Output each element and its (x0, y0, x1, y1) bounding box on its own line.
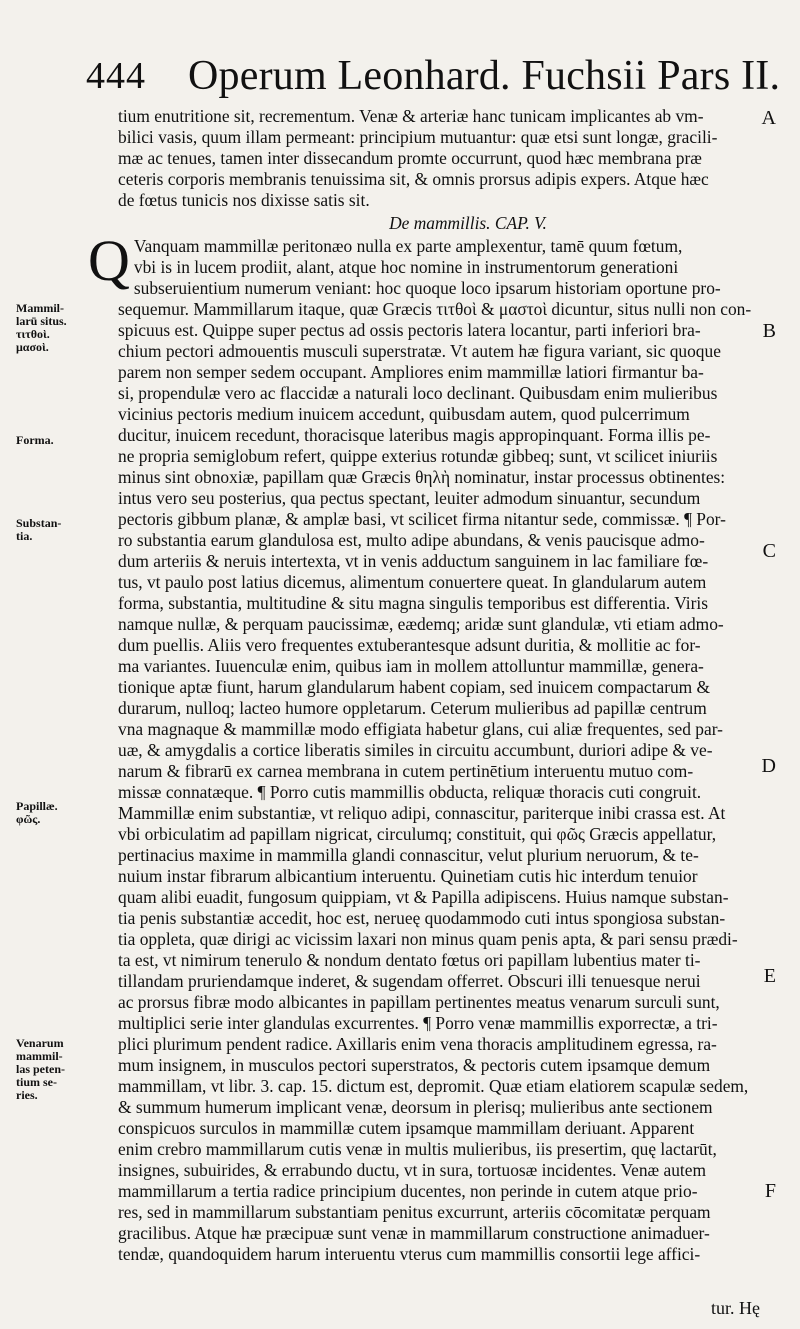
margin-note-forma (16, 434, 90, 447)
text-line: chium pectori admouentis musculi superstratæ. Vt autem hæ figura variant, sic quoque (118, 341, 721, 361)
text-line: parem non semper sedem occupant. Ampliores enim mammillæ latiori firmantur ba- (118, 362, 704, 382)
main-text-block (88, 106, 758, 1265)
text-line: ma variantes. Iuuenculæ enim, quibus iam in mollem attolluntur mammillæ, genera- (118, 656, 704, 676)
margin-note-line: τιτθοὶ. (16, 327, 50, 341)
margin-note-line: μασοὶ. (16, 340, 49, 354)
margin-note-line: Substan- (16, 516, 62, 530)
margin-note-substantia (16, 517, 90, 543)
text-line: mammillarum a tertia radice principium ducentes, non perinde in cutem atque prio- (118, 1181, 698, 1201)
running-header: Operum Leonhard. Fuchsii Pars II. (188, 53, 781, 99)
catchword-line: tur. Hę (711, 1298, 760, 1318)
text-line: de fœtus tunicis nos dixisse satis sit. (118, 190, 370, 210)
section-letter-b: B (762, 320, 776, 342)
text-line: mammillam, vt libr. 3. cap. 15. dictum est, depromit. Quæ etiam elatiorem scapulæ sedem, (118, 1076, 749, 1096)
section-letter-f: F (764, 1180, 776, 1202)
text-line: Vanquam mammillæ peritonæo nulla ex parte amplexentur, tamē quum fœtum, (133, 236, 683, 256)
text-line: vbi orbiculatim ad papillam nigricat, circulumq; constituit, qui φῶς Græcis appellatur, (118, 824, 717, 844)
text-line: enim crebro mammillarum cutis venæ in multis mulieribus, iis presertim, quę lactarūt, (118, 1139, 717, 1159)
text-line: dum puellis. Aliis vero frequentes extuberantesque adsunt duritia, & mollitie ac for- (118, 635, 701, 655)
page-number: 444 (86, 55, 146, 97)
text-line: quam alibi euadit, fungosum quippiam, vt & Papilla adipiscens. Huius namque substan- (118, 887, 729, 907)
text-line: missæ connatæque. ¶ Porro cutis mammillis obducta, reliquæ thoracis cuti congruit. (118, 782, 702, 802)
margin-note-line: las peten- (16, 1062, 65, 1076)
text-line: intus vero seu posterius, qua pectus spectant, leuiter admodum sinuantur, secundum (118, 488, 701, 508)
text-line: insignes, subuirides, & errabundo ductu, vt in sura, tortuosæ incidentes. Venæ autem (118, 1160, 706, 1180)
text-line: gracilibus. Atque hæ præcipuæ sunt venæ in mammillarum constructione animaduer- (118, 1223, 710, 1243)
text-line: spicuus est. Quippe super pectus ad ossis pectoris latera locantur, parti inferiori bra- (118, 320, 701, 340)
text-line: vbi is in lucem prodiit, alant, atque hoc nomine in instrumentorum generationi (133, 257, 679, 277)
text-line: Mammillæ enim substantiæ, vt reliquo adipi, connascitur, pariterque inibi crassa est. At (118, 803, 726, 823)
section-letter-c: C (762, 540, 776, 562)
text-line: tendæ, quandoquidem harum interuentu vterus cum mammillis consortii lege affici- (118, 1244, 701, 1264)
text-before-chapter (118, 106, 758, 211)
text-line: multiplici serie inter glandulas excurrentes. ¶ Porro venæ mammillis exporrectæ, a tri- (118, 1013, 718, 1033)
text-line: ro substantia earum glandulosa est, multo adipe abundans, & venis paucisque admo- (118, 530, 705, 550)
text-line: & summum humerum implicant venæ, deorsum in plerisq; mulieribus ante sectionem (118, 1097, 713, 1117)
text-line: ducitur, inuicem recedunt, thoracisque lateribus magis appropinquant. Forma illis pe- (118, 425, 711, 445)
margin-note-papillae (16, 800, 90, 826)
text-line: subseruientium numerum veniant: hoc quoque loco ipsarum historiam oportune pro- (133, 278, 721, 298)
text-line: dum arteriis & neruis intertexta, vt in venis adductum sanguinem in lac familiare fœ- (118, 551, 709, 571)
text-line: ta est, vt nimirum tenerulo & nondum dentato fœtus ori papillam lubentius mater ti- (118, 950, 701, 970)
chapter-heading: De mammillis. CAP. V. (389, 213, 547, 233)
text-line: plici plurimum pendent radice. Axillaris enim vena thoracis amplitudinem egressa, ra- (118, 1034, 717, 1054)
text-line: bilici vasis, quum illam permeant: principium mutuantur: quæ etsi sunt longæ, gracili- (118, 127, 718, 147)
margin-note-line: Forma. (16, 433, 54, 447)
margin-note-mammillarum-situs (16, 302, 90, 354)
chapter-text (88, 228, 758, 1265)
text-line: tionique aptæ fiunt, harum glandularum habent copiam, sed inuicem compactarum & (118, 677, 711, 697)
text-line: tus, vt paulo post latius dicemus, alimentum conuertere queat. In glandularum autem (118, 572, 707, 592)
text-line: pertinacius maxime in mammilla glandi connascitur, velut plurium neruorum, & te- (118, 845, 699, 865)
text-line: forma, substantia, multitudine & situ magna singulis temporibus est differentia. Viris (118, 593, 708, 613)
margin-note-line: tia. (16, 529, 33, 543)
text-line: tium enutritione sit, recrementum. Venæ & arteriæ hanc tunicam implicantes ab vm- (118, 106, 704, 126)
drop-capital: Q (88, 228, 130, 293)
text-line: ne propria semiglobum refert, quippe exterius rotundæ gibbeq; sunt, vt scilicet iniuriis (118, 446, 718, 466)
text-line: si, propendulæ vero ac flaccidæ a naturali loco declinant. Quibusdam enim mulieribus (118, 383, 718, 403)
margin-note-line: larū situs. (16, 314, 67, 328)
text-line: tia oppleta, quæ dirigi ac vicissim laxari non minus quam penis apta, & pari sensu prædi- (118, 929, 738, 949)
margin-note-line: φῶς. (16, 812, 41, 826)
text-line: vicinius pectoris medium inuicem accedunt, quibusdam autem, quod pulcerrimum (118, 404, 690, 424)
text-line: ac prorsus fibræ modo albicantes in papillam pertinentes meatus venarum surculi sunt, (118, 992, 720, 1012)
text-line: res, sed in mammillarum substantiam penitus excurrunt, arteriis cōcomitatæ perquam (118, 1202, 711, 1222)
section-letter-a: A (761, 107, 776, 129)
margin-note-line: ries. (16, 1088, 38, 1102)
text-line: narum & fibrarū ex carnea membrana in cutem pertinētium interuentu mutuo com- (118, 761, 694, 781)
section-letter-e: E (763, 965, 776, 987)
text-line: mæ ac tenues, tamen inter dissecandum promte occurrunt, quod hæc membrana præ (118, 148, 702, 168)
text-line: minus sint obnoxiæ, papillam quæ Græcis θηλὴ nominatur, instar processus obtinentes: (118, 467, 726, 487)
text-line: durarum, nulloq; lacteo humore oppletarum. Ceterum mulieribus ad papillæ centrum (118, 698, 707, 718)
text-line: tillandam pruriendamque inderet, & sugendam offerret. Obscuri illi tenuesque nerui (118, 971, 701, 991)
text-line: uæ, & amygdalis a cortice liberatis similes in circuitu accumbunt, duriori adipe & ve- (118, 740, 713, 760)
text-line: pectoris gibbum planæ, & amplæ basi, vt scilicet firma nitantur sede, commissæ. ¶ Por- (118, 509, 726, 529)
text-line: mum insignem, in musculos pectori superstratos, & pectoris cutem ipsamque demum (118, 1055, 711, 1075)
text-line: nuium instar fibrarum albicantium interuentu. Quinetiam cutis hic interdum tenuior (118, 866, 698, 886)
text-line: ceteris corporis membranis tenuissima sit, & omnis prorsus adipis expers. Atque hæc (118, 169, 709, 189)
text-line: tia penis substantiæ accedit, hoc est, nerueę quodammodo cuti intus spongiosa substan- (118, 908, 726, 928)
margin-note-line: Mammil- (16, 301, 64, 315)
text-line: vna magnaque & mammillæ modo effigiata habetur glans, cui aliæ frequentes, sed par- (118, 719, 723, 739)
margin-note-venarum (16, 1037, 90, 1102)
margin-note-line: tium se- (16, 1075, 57, 1089)
text-line: conspicuos surculos in mammillæ cutem ipsamque mammillam deriuant. Apparent (118, 1118, 695, 1138)
margin-note-line: Papillæ. (16, 799, 58, 813)
margin-note-line: Venarum (16, 1036, 64, 1050)
text-line: sequemur. Mammillarum itaque, quæ Græcis τιτθοὶ & μαστοὶ dicuntur, situs nulli non con- (118, 299, 752, 319)
margin-note-line: mammil- (16, 1049, 63, 1063)
section-letter-d: D (761, 755, 776, 777)
text-line: namque nullæ, & perquam paucissimæ, eædemq; aridæ sunt glandulæ, vti etiam admo- (118, 614, 724, 634)
